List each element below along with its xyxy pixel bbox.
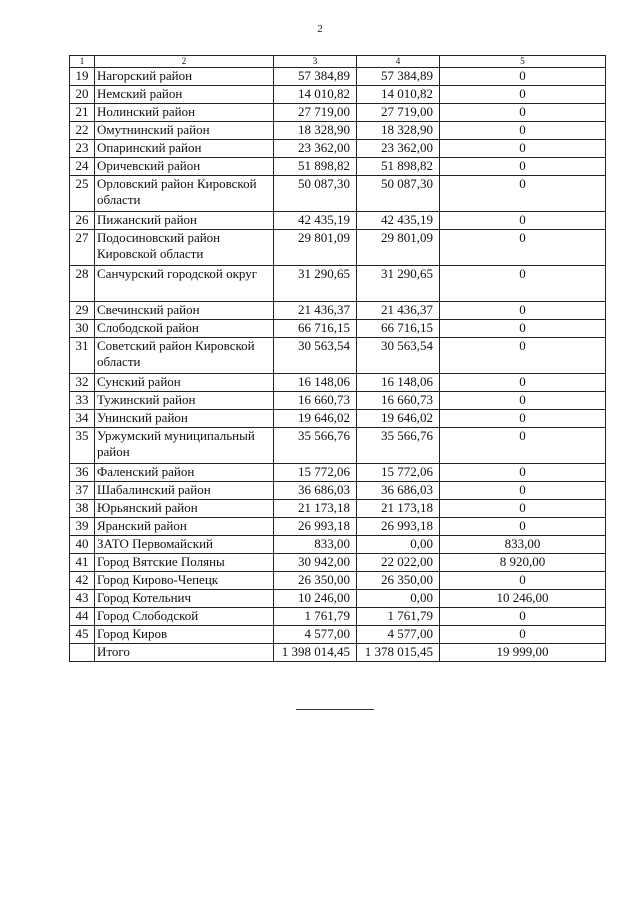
row-name: Советский район Кировской области <box>95 338 274 374</box>
row-col3: 36 686,03 <box>274 482 357 500</box>
row-number: 21 <box>70 104 95 122</box>
row-col5: 0 <box>440 608 606 626</box>
table-row <box>70 68 606 86</box>
row-col3: 31 290,65 <box>274 266 357 302</box>
row-col3: 23 362,00 <box>274 140 357 158</box>
table-row <box>70 590 606 608</box>
row-col5: 0 <box>440 158 606 176</box>
row-col3: 4 577,00 <box>274 626 357 644</box>
row-name: Орловский район Кировской области <box>95 176 274 212</box>
row-col4: 1 761,79 <box>357 608 440 626</box>
row-col5: 19 999,00 <box>440 644 606 662</box>
row-number: 44 <box>70 608 95 626</box>
row-col5: 0 <box>440 518 606 536</box>
row-number: 23 <box>70 140 95 158</box>
row-name: Немский район <box>95 86 274 104</box>
table-row <box>70 500 606 518</box>
row-col4: 19 646,02 <box>357 410 440 428</box>
table-row <box>70 410 606 428</box>
row-col5: 0 <box>440 212 606 230</box>
row-col3: 26 993,18 <box>274 518 357 536</box>
row-number: 39 <box>70 518 95 536</box>
table-row <box>70 266 606 302</box>
row-col4: 35 566,76 <box>357 428 440 464</box>
row-col5: 0 <box>440 374 606 392</box>
row-number: 30 <box>70 320 95 338</box>
row-col3: 15 772,06 <box>274 464 357 482</box>
row-col5: 0 <box>440 572 606 590</box>
row-name: Город Киров <box>95 626 274 644</box>
row-col4: 50 087,30 <box>357 176 440 212</box>
row-name: Тужинский район <box>95 392 274 410</box>
row-number: 22 <box>70 122 95 140</box>
row-col3: 14 010,82 <box>274 86 357 104</box>
row-col4: 14 010,82 <box>357 86 440 104</box>
table-row <box>70 536 606 554</box>
table-row <box>70 140 606 158</box>
row-number: 38 <box>70 500 95 518</box>
row-number: 20 <box>70 86 95 104</box>
row-col3: 35 566,76 <box>274 428 357 464</box>
header-cell-3: 3 <box>274 56 357 68</box>
row-col4: 21 436,37 <box>357 302 440 320</box>
row-col5: 0 <box>440 428 606 464</box>
row-col4: 66 716,15 <box>357 320 440 338</box>
row-col3: 19 646,02 <box>274 410 357 428</box>
row-col4: 21 173,18 <box>357 500 440 518</box>
table-header-row <box>70 56 606 68</box>
table-row <box>70 320 606 338</box>
budget-table <box>69 55 606 662</box>
row-col3: 16 148,06 <box>274 374 357 392</box>
row-number: 19 <box>70 68 95 86</box>
row-col4: 26 993,18 <box>357 518 440 536</box>
row-col5: 8 920,00 <box>440 554 606 572</box>
row-col3: 50 087,30 <box>274 176 357 212</box>
separator-line <box>296 709 374 710</box>
row-name: Пижанский район <box>95 212 274 230</box>
table-body <box>70 56 606 662</box>
row-number: 34 <box>70 410 95 428</box>
header-cell-2: 2 <box>95 56 274 68</box>
row-col3: 16 660,73 <box>274 392 357 410</box>
row-col4: 22 022,00 <box>357 554 440 572</box>
row-number: 42 <box>70 572 95 590</box>
row-col4: 29 801,09 <box>357 230 440 266</box>
row-col5: 0 <box>440 392 606 410</box>
row-name: Итого <box>95 644 274 662</box>
table-row <box>70 230 606 266</box>
row-col4: 16 148,06 <box>357 374 440 392</box>
table-row <box>70 338 606 374</box>
row-number: 28 <box>70 266 95 302</box>
table-row <box>70 104 606 122</box>
row-col4: 16 660,73 <box>357 392 440 410</box>
row-col3: 26 350,00 <box>274 572 357 590</box>
row-col5: 0 <box>440 626 606 644</box>
row-number: 33 <box>70 392 95 410</box>
row-name: Омутнинский район <box>95 122 274 140</box>
row-col5: 0 <box>440 104 606 122</box>
row-col3: 1 398 014,45 <box>274 644 357 662</box>
row-name: Уржумский муниципальный район <box>95 428 274 464</box>
row-col3: 30 942,00 <box>274 554 357 572</box>
row-name: Город Кирово-Чепецк <box>95 572 274 590</box>
header-cell-5: 5 <box>440 56 606 68</box>
row-number: 29 <box>70 302 95 320</box>
row-col4: 30 563,54 <box>357 338 440 374</box>
row-col4: 36 686,03 <box>357 482 440 500</box>
row-col4: 51 898,82 <box>357 158 440 176</box>
row-name: Яранский район <box>95 518 274 536</box>
row-col5: 0 <box>440 410 606 428</box>
row-col3: 10 246,00 <box>274 590 357 608</box>
row-name: Оричевский район <box>95 158 274 176</box>
row-number: 43 <box>70 590 95 608</box>
row-col3: 18 328,90 <box>274 122 357 140</box>
row-col4: 0,00 <box>357 536 440 554</box>
row-number: 41 <box>70 554 95 572</box>
table-row <box>70 212 606 230</box>
row-number: 40 <box>70 536 95 554</box>
row-col3: 27 719,00 <box>274 104 357 122</box>
row-number: 31 <box>70 338 95 374</box>
row-name: Шабалинский район <box>95 482 274 500</box>
row-col5: 10 246,00 <box>440 590 606 608</box>
row-col5: 0 <box>440 266 606 302</box>
total-row <box>70 644 606 662</box>
row-name: Город Котельнич <box>95 590 274 608</box>
row-col3: 51 898,82 <box>274 158 357 176</box>
row-col5: 0 <box>440 482 606 500</box>
table-row <box>70 374 606 392</box>
row-col5: 0 <box>440 500 606 518</box>
row-col5: 833,00 <box>440 536 606 554</box>
row-col3: 30 563,54 <box>274 338 357 374</box>
row-col4: 1 378 015,45 <box>357 644 440 662</box>
table-row <box>70 608 606 626</box>
row-col5: 0 <box>440 302 606 320</box>
row-col3: 66 716,15 <box>274 320 357 338</box>
table-row <box>70 158 606 176</box>
row-col5: 0 <box>440 338 606 374</box>
row-col5: 0 <box>440 86 606 104</box>
row-number: 36 <box>70 464 95 482</box>
table-row <box>70 518 606 536</box>
table-row <box>70 554 606 572</box>
row-number: 35 <box>70 428 95 464</box>
row-name: ЗАТО Первомайский <box>95 536 274 554</box>
row-name: Подосиновский район Кировской области <box>95 230 274 266</box>
row-name: Фаленский район <box>95 464 274 482</box>
row-col5: 0 <box>440 464 606 482</box>
row-col4: 57 384,89 <box>357 68 440 86</box>
row-col3: 1 761,79 <box>274 608 357 626</box>
row-col4: 4 577,00 <box>357 626 440 644</box>
row-col5: 0 <box>440 230 606 266</box>
row-col5: 0 <box>440 176 606 212</box>
row-col3: 21 436,37 <box>274 302 357 320</box>
row-name: Унинский район <box>95 410 274 428</box>
table-row <box>70 86 606 104</box>
row-col3: 833,00 <box>274 536 357 554</box>
row-name: Слободской район <box>95 320 274 338</box>
row-number: 25 <box>70 176 95 212</box>
table-row <box>70 302 606 320</box>
row-number <box>70 644 95 662</box>
row-number: 32 <box>70 374 95 392</box>
row-name: Сунский район <box>95 374 274 392</box>
table-row <box>70 122 606 140</box>
row-name: Свечинский район <box>95 302 274 320</box>
table-row <box>70 176 606 212</box>
row-name: Юрьянский район <box>95 500 274 518</box>
row-col3: 29 801,09 <box>274 230 357 266</box>
row-col5: 0 <box>440 68 606 86</box>
row-number: 27 <box>70 230 95 266</box>
row-col4: 0,00 <box>357 590 440 608</box>
row-col4: 26 350,00 <box>357 572 440 590</box>
table-row <box>70 482 606 500</box>
row-col4: 18 328,90 <box>357 122 440 140</box>
row-number: 24 <box>70 158 95 176</box>
row-col3: 21 173,18 <box>274 500 357 518</box>
row-name: Нолинский район <box>95 104 274 122</box>
table-row <box>70 464 606 482</box>
row-col5: 0 <box>440 122 606 140</box>
row-col5: 0 <box>440 140 606 158</box>
row-name: Нагорский район <box>95 68 274 86</box>
table-row <box>70 428 606 464</box>
row-number: 37 <box>70 482 95 500</box>
row-col4: 27 719,00 <box>357 104 440 122</box>
header-cell-4: 4 <box>357 56 440 68</box>
table-row <box>70 572 606 590</box>
row-col5: 0 <box>440 320 606 338</box>
row-col3: 42 435,19 <box>274 212 357 230</box>
row-col4: 42 435,19 <box>357 212 440 230</box>
row-name: Город Вятские Поляны <box>95 554 274 572</box>
row-number: 26 <box>70 212 95 230</box>
row-name: Опаринский район <box>95 140 274 158</box>
row-col4: 23 362,00 <box>357 140 440 158</box>
row-col3: 57 384,89 <box>274 68 357 86</box>
table-row <box>70 392 606 410</box>
row-name: Санчурский городской округ <box>95 266 274 302</box>
page-number: 2 <box>317 23 323 35</box>
row-col4: 31 290,65 <box>357 266 440 302</box>
row-number: 45 <box>70 626 95 644</box>
header-cell-1: 1 <box>70 56 95 68</box>
row-name: Город Слободской <box>95 608 274 626</box>
row-col4: 15 772,06 <box>357 464 440 482</box>
table-row <box>70 626 606 644</box>
